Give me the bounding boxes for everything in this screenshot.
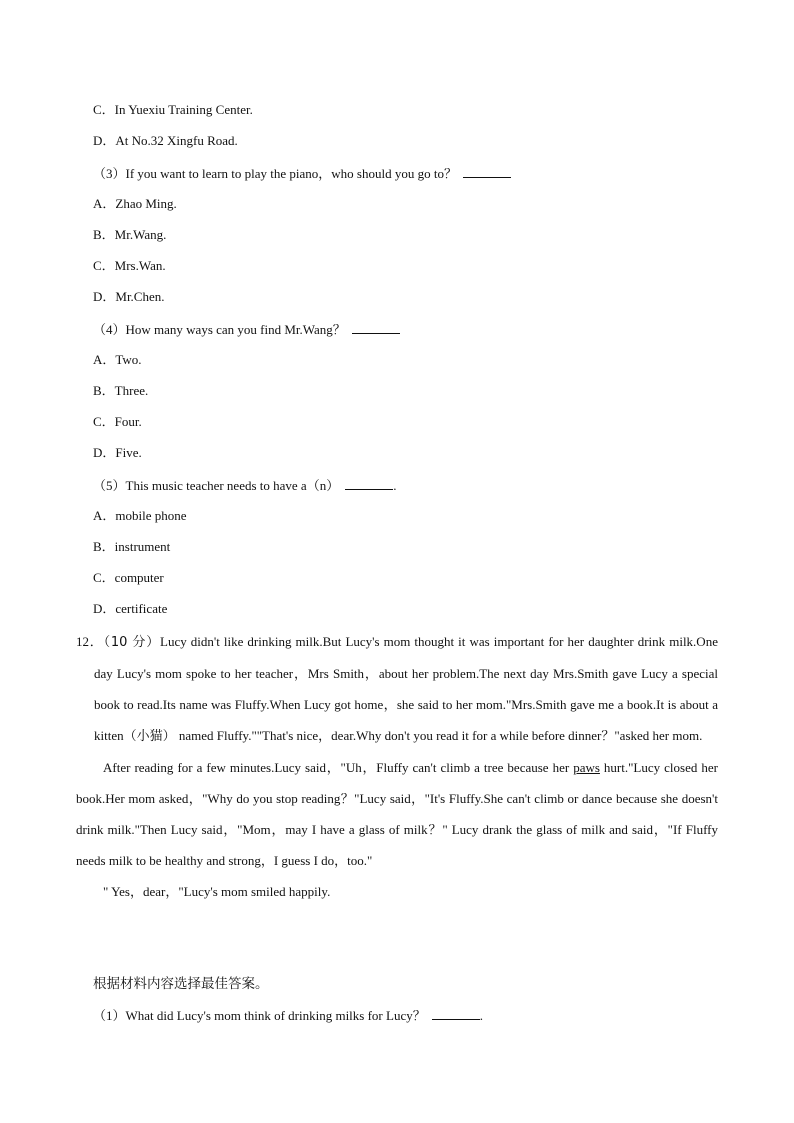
option-b: B．instrument <box>93 539 171 554</box>
question-5-tail: . <box>393 478 397 493</box>
paragraph-text: named Fluffy.""That's nice，dear.Why don't you read it for a while before dinner？"asked her mom. <box>175 728 703 743</box>
passage-paragraph-2 <box>76 752 718 876</box>
question-3-stem: （3）If you want to learn to play the piano，who should you go to？ <box>93 166 457 181</box>
option-c: C．Mrs.Wan. <box>93 258 166 273</box>
question-4-stem: （4）How many ways can you find Mr.Wang？ <box>93 322 346 337</box>
option-d: D．certificate <box>93 601 168 616</box>
option-a: A．mobile phone <box>93 508 187 523</box>
paragraph-text: hurt."Lucy closed her book.Her mom asked，"Why do you stop reading？"Lucy said，"It's Fluffy.She can't climb or dance because she doesn't drink milk."Then Lucy said，"Mom，may I have a glass of milk？" Lucy drank the glass of milk and said，"If Fluffy needs milk to be healthy and strong，I guess I do，too." <box>76 760 718 868</box>
answer-blank[interactable] <box>345 477 393 490</box>
option-b: B．Mr.Wang. <box>93 227 167 242</box>
question-5-stem: （5）This music teacher needs to have a（n） <box>93 478 340 493</box>
question-12-number: 12． <box>76 634 104 649</box>
answer-blank[interactable] <box>432 1007 480 1020</box>
answer-blank[interactable] <box>463 165 511 178</box>
question-12-points: （10 分） <box>103 635 160 650</box>
option-a: A．Two. <box>93 352 142 367</box>
option-c: C．Four. <box>93 414 142 429</box>
option-d: D．At No.32 Xingfu Road. <box>93 133 238 148</box>
chinese-gloss: （小猫） <box>123 729 176 744</box>
sub-question-1 <box>93 1007 483 1024</box>
option-c: C．computer <box>93 570 164 585</box>
sub-question-1-stem: （1）What did Lucy's mom think of drinking milks for Lucy？ <box>93 1008 426 1023</box>
question-5 <box>93 477 396 494</box>
passage-paragraph-3 <box>76 876 718 907</box>
passage-paragraph-1 <box>76 626 718 752</box>
answer-blank[interactable] <box>352 321 400 334</box>
option-c: C．In Yuexiu Training Center. <box>93 102 253 117</box>
paragraph-text: " Yes，dear，"Lucy's mom smiled happily. <box>103 884 331 899</box>
instruction: 根据材料内容选择最佳答案。 <box>93 976 269 992</box>
underlined-word: paws <box>573 760 600 775</box>
option-b: B．Three. <box>93 383 149 398</box>
sub-question-1-tail: . <box>479 1008 483 1023</box>
question-3 <box>93 165 511 182</box>
option-d: D．Mr.Chen. <box>93 289 165 304</box>
option-a: A．Zhao Ming. <box>93 196 177 211</box>
option-d: D．Five. <box>93 445 142 460</box>
question-4 <box>93 321 400 338</box>
question-12-passage <box>76 626 718 907</box>
paragraph-text: Lucy didn't like drinking milk.But Lucy's mom thought it was important for her daughter drink milk.One day Lucy's mom spoke to her teacher，Mrs Smith，about her problem.The next day Mrs.Smith gave Lucy a special book to read.Its name was Fluffy.When Lucy got home，she said to her mom."Mrs.Smith gave me a book.It is about a kitten <box>94 634 718 743</box>
paragraph-text: After reading for a few minutes.Lucy said，"Uh，Fluffy can't climb a tree because her <box>103 760 574 775</box>
